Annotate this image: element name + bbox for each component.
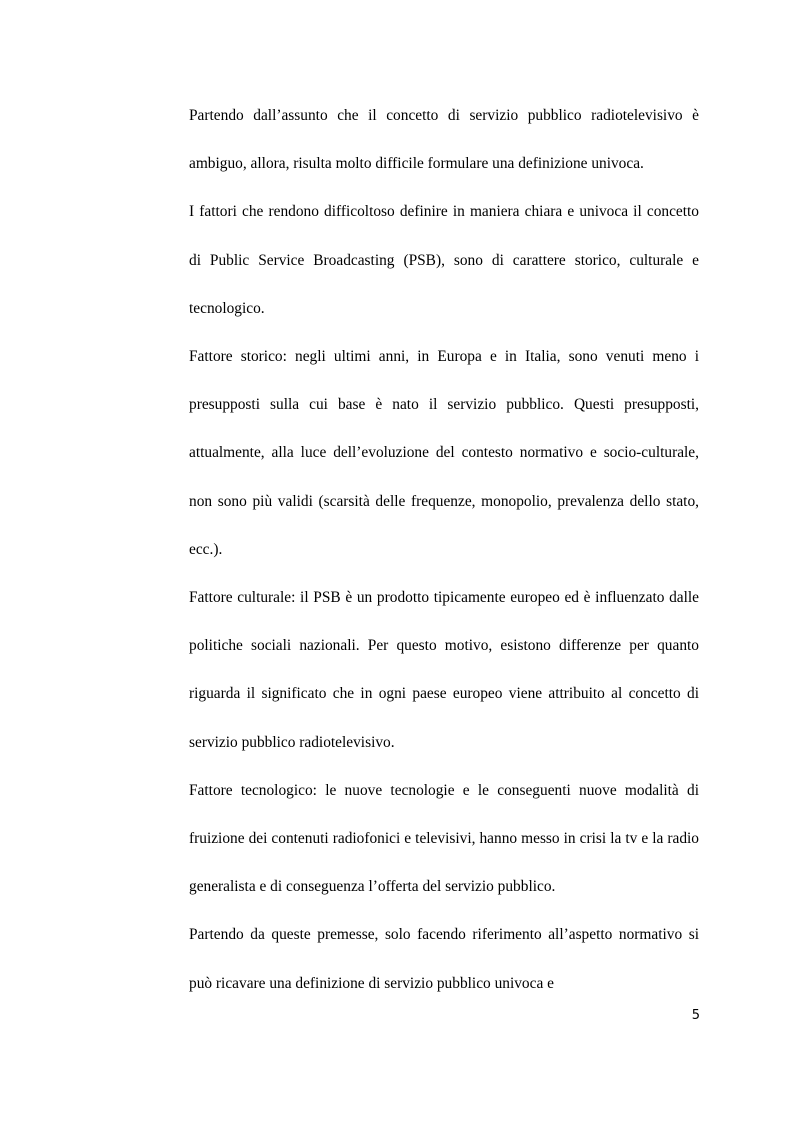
paragraph-technological-factor: Fattore tecnologico: le nuove tecnologie e le conseguenti nuove modalità di fruizione dei contenuti radiofonici e televisivi, hanno messo in crisi la tv e la radio generalista e di conseguenza l’offerta del servizio pubblico. xyxy=(189,781,699,896)
paragraph-factors: I fattori che rendono difficoltoso definire in maniera chiara e univoca il concetto di Public Service Broadcasting (PSB), sono di carattere storico, culturale e tecnologico. xyxy=(189,203,699,317)
body-text xyxy=(189,92,699,1008)
paragraph-definition-intro: Partendo dall’assunto che il concetto di servizio pubblico radiotelevisivo è ambiguo, allora, risulta molto difficile formulare una definizione univoca. xyxy=(189,107,699,173)
paragraph-cultural-factor: Fattore culturale: il PSB è un prodotto tipicamente europeo ed è influenzato dalle politiche sociali nazionali. Per questo motivo, esistono differenze per quanto riguarda il significato che in ogni paese europeo viene attribuito al concetto di servizio pubblico radiotelevisivo. xyxy=(189,589,699,751)
page-number: 5 xyxy=(691,1008,700,1023)
paragraph-premises: Partendo da queste premesse, solo facendo riferimento all’aspetto normativo si può ricavare una definizione di servizio pubblico univoca e xyxy=(189,926,699,992)
paragraph-historical-factor: Fattore storico: negli ultimi anni, in Europa e in Italia, sono venuti meno i presupposti sulla cui base è nato il servizio pubblico. Questi presupposti, attualmente, alla luce dell’evoluzione del contesto normativo e socio-culturale, non sono più validi (scarsità delle frequenze, monopolio, prevalenza dello stato, ecc.). xyxy=(189,348,699,558)
